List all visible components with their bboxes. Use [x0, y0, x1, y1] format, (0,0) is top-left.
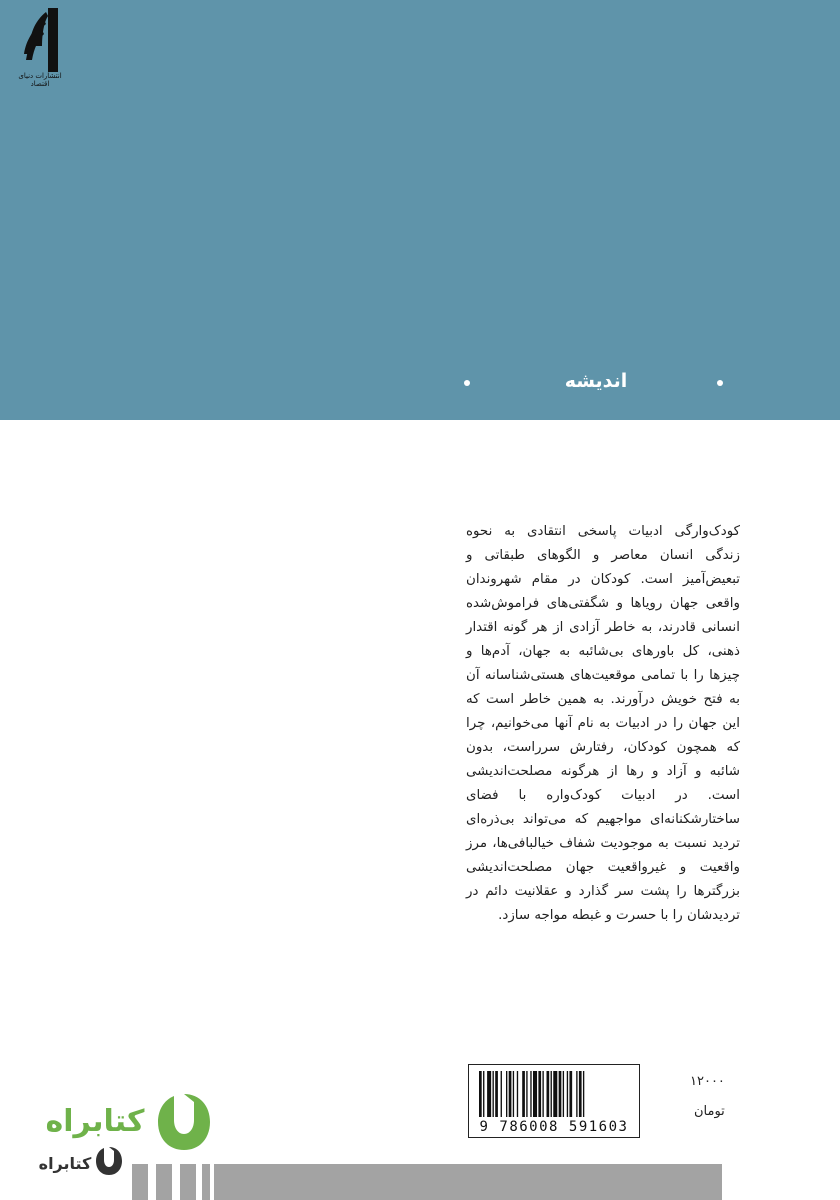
ketabrah-logo-icon — [154, 1090, 214, 1154]
isbn-barcode — [468, 1064, 640, 1138]
publisher-logo-caption: انتشارات دنیای اقتصاد — [18, 72, 62, 88]
series-title: اندیشه — [564, 370, 628, 392]
barcode-bars — [479, 1071, 629, 1117]
ketabrah-small-logo-icon — [94, 1144, 124, 1178]
cover-top-band — [0, 0, 840, 420]
series-dot-right — [717, 380, 723, 386]
ketabrah-name-large: کتابراه — [45, 1104, 145, 1139]
bottom-strip-bar — [214, 1164, 722, 1200]
price-amount: ۱۲۰۰۰ — [690, 1074, 725, 1089]
ketabrah-watermark — [36, 1090, 216, 1190]
ketabrah-name-small: کتابراه — [38, 1154, 92, 1173]
isbn-number: 9 786008 591603 — [479, 1119, 629, 1135]
price-currency: تومان — [694, 1104, 725, 1119]
series-dot-left — [464, 380, 470, 386]
back-cover-blurb: کودک‌وارگی ادبیات پاسخی انتقادی به نحوه زندگی انسان معاصر و الگوهای طبقاتی و تبعیض‌آمیز است. کودکان در مقام شهروندان واقعی جهان رویاها و شگفتی‌های فراموش‌شده انسانی قادرند، به خاطر آزادی از هر گونه اقتدار ذهنی، کل باورهای بی‌شائبه به جهان، آدم‌ها و چیزها را با تمامی موقعیت‌های هستی‌شناسانه آن به فتح خویش درآورند. به همین خاطر است که این جهان را در ادبیات به نام آنها می‌خوانیم، چرا که همچون کودکان، رفتارش سرراست، بدون شائبه و آزاد و رها از هرگونه مصلحت‌اندیشی است. در ادبیات کودک‌واره با فضای ساختارشکنانه‌ای مواجهیم که می‌تواند بی‌ذره‌ای تردید نسبت به موجودیت شفاف خیالبافی‌ها، مرز واقعیت و غیرواقعیت جهان مصلحت‌اندیشی بزرگترها را پشت سر گذارد و عقلانیت دائم در تردیدشان را با حسرت و غبطه مواجه سازد. — [466, 524, 740, 923]
